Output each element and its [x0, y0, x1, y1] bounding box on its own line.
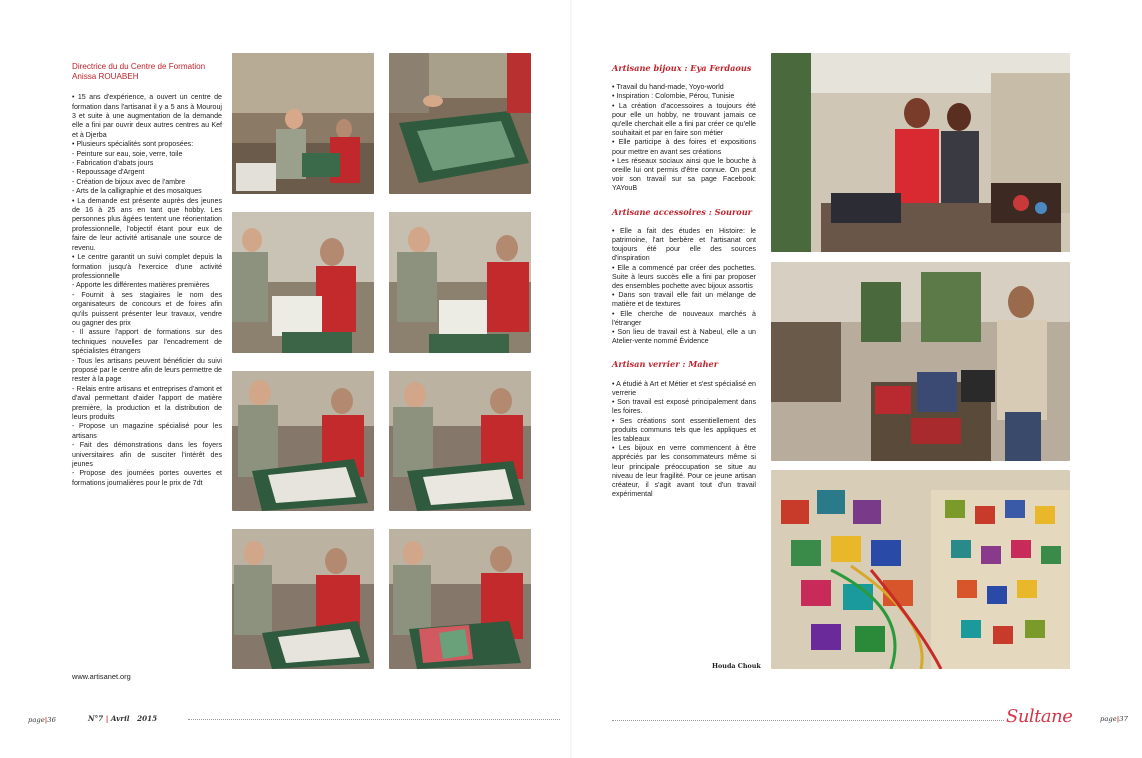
- paragraph: • La demande est présente auprès des jeunes de 16 à 25 ans en tant que hobby. Les personnes plus âgées tentent une réorientation professionnelle, l'objectif étant pour eux de faire de leur activité artisanale une source de revenu.: [72, 196, 222, 252]
- section-line: • Elle cherche de nouveaux marchés à l'étranger: [612, 309, 756, 327]
- section-line: • Les réseaux sociaux ainsi que le bouche à oreille lui ont permis d'être connue. On peut voir son travail sur sa page Facebook: YAYouB: [612, 156, 756, 193]
- footer-dotted-rule: [612, 720, 1004, 721]
- section-line: • Son lieu de travail est à Nabeul, elle a un Atelier-vente nommé Évidence: [612, 328, 756, 346]
- paragraph: - Fait des démonstrations dans les foyers universitaires afin de susciter l'intérêt des jeunes: [72, 441, 222, 469]
- workshop-photo: [389, 371, 531, 511]
- workshop-photo: [389, 212, 531, 353]
- section-line: • Dans son travail elle fait un mélange de matière et de textures: [612, 291, 756, 309]
- section-line: • Son travail est exposé principalement dans les foires.: [612, 398, 756, 416]
- section-line: • Elle participe à des foires et expositions pour mettre en avant ses créations: [612, 138, 756, 156]
- workshop-photo: [232, 371, 374, 511]
- left-text-column: [72, 62, 222, 488]
- paragraph: • 15 ans d'expérience, a ouvert un centre de formation dans l'artisanat il y a 5 ans à Mourouj 3 et suite à une augmentation de la demande elle a fini par ouvrir deux autres centres au Kef et à Djerba: [72, 93, 222, 139]
- footer-dotted-rule: [188, 719, 560, 720]
- paragraph: - Création de bijoux avec de l'ambre: [72, 177, 186, 186]
- left-page-number: page|36: [28, 716, 56, 724]
- issue-number: N°7: [88, 714, 104, 723]
- paragraph: - Propose des journées portes ouvertes et formations journalières pour le prix de 7dt: [72, 469, 222, 487]
- heading-name: Anissa ROUABEH: [72, 71, 139, 81]
- workshop-photo: [389, 529, 531, 669]
- glass-jewelry-photo: [771, 470, 1070, 669]
- jewelry-stand-photo: [771, 53, 1070, 252]
- workshop-photo: [232, 212, 374, 353]
- paragraph: • Le centre garantit un suivi complet depuis la formation jusqu'à l'exercice d'une activité professionnelle: [72, 253, 222, 280]
- right-footer: [612, 706, 1132, 728]
- page-gutter: [570, 0, 572, 758]
- workshop-photo: [232, 53, 374, 194]
- section-title: Artisane accessoires : Sourour: [612, 206, 752, 217]
- section-title: Artisan verrier : Maher: [612, 359, 719, 370]
- paragraph: - Repoussage d'Argent: [72, 168, 145, 177]
- paragraph: - Fournit à ses stagiaires le nom des organisateurs de concours et de foires afin qu'ils puissent présenter leur travaux, vendre ou gagner des prix: [72, 290, 222, 327]
- page-number: 37: [1119, 715, 1128, 723]
- workshop-photo: [389, 53, 531, 194]
- section-line: • Les bijoux en verre commencent à être appréciés par les consommateurs même si leur principale préoccupation se situe au niveau de leur fragilité. Pour ce jeune artisan créateur, il s'agit avant tout d'un travail expérimental: [612, 444, 756, 499]
- magazine-logo: Sultane: [1006, 706, 1073, 727]
- page-label: page: [1100, 715, 1117, 723]
- article-author: Houda Chouk: [712, 662, 761, 670]
- issue-info: N°7 | Avril 2015: [88, 714, 158, 723]
- section-line: • Ses créations sont essentiellement des produits communs tels que les appliques et les tableaux: [612, 416, 756, 443]
- paragraph: - Apporte les différentes matières premières: [72, 281, 210, 290]
- section-line: • Elle a fait des études en Histoire: le patrimoine, l'art berbère et l'artisanat ont toujours été pour elle des sources d'inspiration: [612, 226, 756, 263]
- paragraph: - Arts de la calligraphie et des mosaïques: [72, 187, 202, 196]
- page-label: page: [28, 716, 45, 724]
- artisan-section: [612, 360, 756, 499]
- section-line: • La création d'accessoires a toujours été pour elle un hobby, ne trouvant jamais ce qu'elle cherchait elle a fini par créer ce qu'elle souhaitait et par en faire son métier: [612, 101, 756, 138]
- paragraph: - Il assure l'apport de formations sur des techniques nouvelles par l'encadrement de spécialistes étrangers: [72, 328, 222, 356]
- interview-heading: [72, 62, 222, 81]
- website-link[interactable]: www.artisanet.org: [72, 672, 131, 681]
- artisan-section: [612, 208, 756, 347]
- paragraph: - Tous les artisans peuvent bénéficier du suivi proposé par le centre afin de leurs permettre de rester à la page: [72, 356, 222, 384]
- workshop-photo: [232, 529, 374, 669]
- paragraph: - Relais entre artisans et entreprises d'amont et d'aval permettant d'aider l'apport de matière première, la production et la distribution de leurs produits: [72, 384, 222, 421]
- section-line: • Elle a commencé par créer des pochettes. Suite à leurs succès elle a fini par proposer des ensembles pochette avec bijoux assortis: [612, 263, 756, 291]
- heading-role: Directrice du du Centre de Formation: [72, 62, 206, 71]
- artisan-section: [612, 64, 756, 194]
- section-line: • Inspiration : Colombie, Pérou, Tunisie: [612, 92, 735, 101]
- left-footer: [28, 714, 538, 726]
- section-line: • A étudié à Art et Métier et s'est spécialisé en verrerie: [612, 379, 756, 397]
- accessories-photo: [771, 262, 1070, 461]
- right-page-number: page|37: [1100, 715, 1128, 723]
- issue-year: 2015: [137, 714, 158, 723]
- issue-month: Avril: [110, 714, 130, 723]
- paragraph: • Plusieurs spécialités sont proposées:: [72, 140, 194, 149]
- paragraph: - Propose un magazine spécialisé pour les artisans: [72, 422, 222, 440]
- paragraph: - Fabrication d'abats jours: [72, 159, 154, 168]
- section-line: • Travail du hand-made, Yoyo-world: [612, 83, 724, 92]
- section-title: Artisane bijoux : Eya Ferdaous: [612, 63, 752, 73]
- page-number: 36: [47, 716, 56, 724]
- paragraph: - Peinture sur eau, soie, verre, toile: [72, 149, 183, 158]
- right-text-column: [612, 64, 756, 513]
